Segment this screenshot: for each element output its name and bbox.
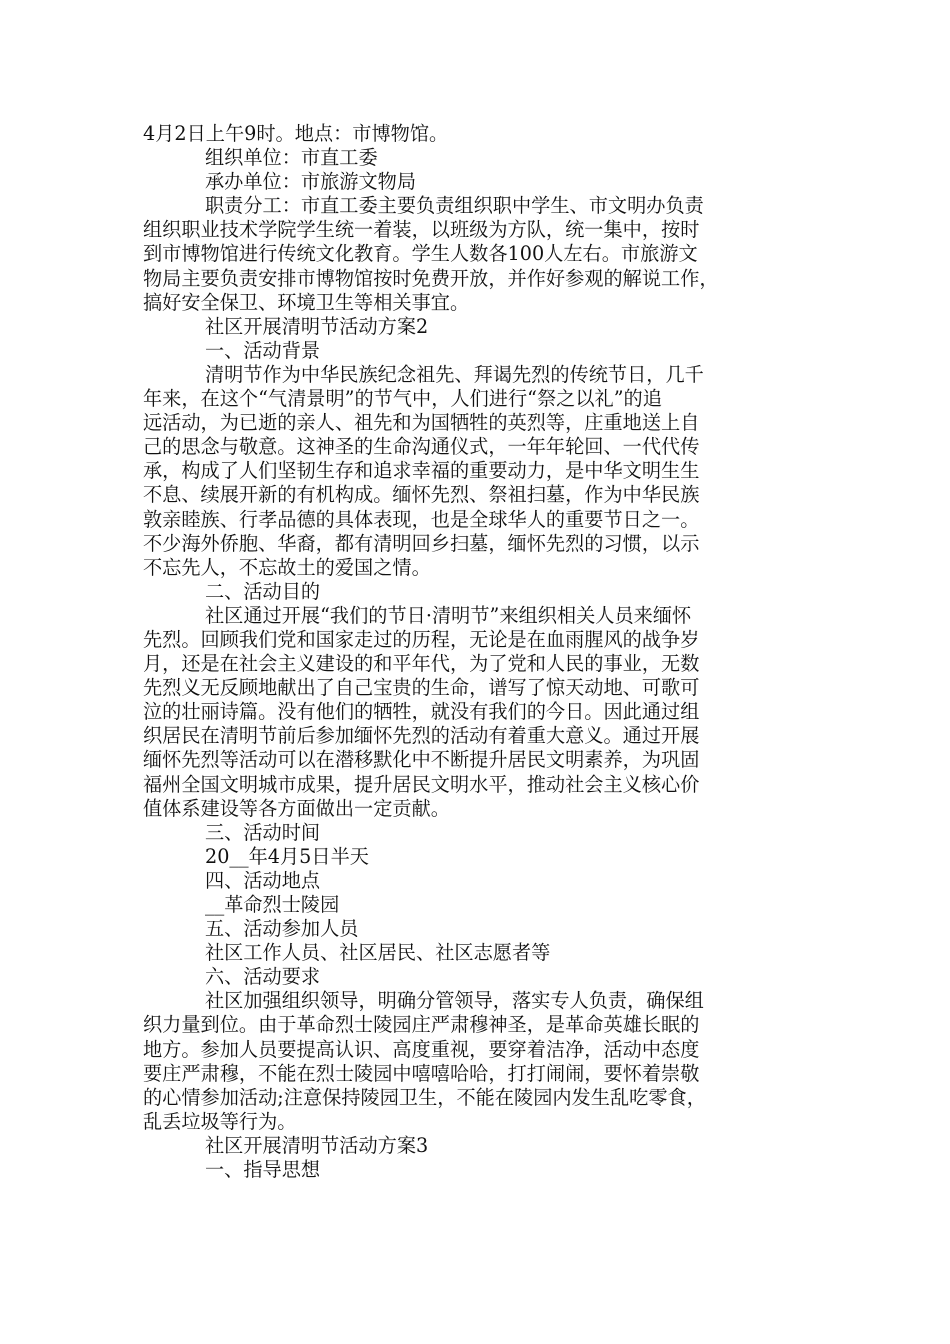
document-line: 织力量到位。由于革命烈士陵园庄严肃穆神圣，是革命英雄长眠的 — [143, 1013, 700, 1037]
document-line: 社区通过开展“我们的节日·清明节”来组织相关人员来缅怀 — [205, 603, 692, 627]
document-line: 到市博物馆进行传统文化教育。学生人数各100人左右。市旅游文 — [143, 242, 698, 266]
document-line: 社区开展清明节活动方案3 — [205, 1133, 429, 1157]
document-line: 不息、续展开新的有机构成。缅怀先烈、祭祖扫墓，作为中华民族 — [143, 483, 700, 507]
document-line: 搞好安全保卫、环境卫生等相关事宜。 — [143, 290, 470, 314]
document-line: 四、活动地点 — [205, 868, 321, 892]
document-line: 年来，在这个“气清景明”的节气中，人们进行“祭之以礼”的追 — [143, 387, 662, 411]
document-line: 社区工作人员、社区居民、社区志愿者等 — [205, 941, 551, 965]
document-line: 三、活动时间 — [205, 820, 321, 844]
document-line: 五、活动参加人员 — [205, 917, 359, 941]
document-line: 4月2日上午9时。地点：市博物馆。 — [143, 122, 449, 145]
document-line: 清明节作为中华民族纪念祖先、拜谒先烈的传统节日，几千 — [205, 362, 704, 386]
document-line: 先烈。回顾我们党和国家走过的历程，无论是在血雨腥风的战争岁 — [143, 627, 700, 651]
document-line: 承，构成了人们坚韧生存和追求幸福的重要动力，是中华文明生生 — [143, 459, 700, 483]
document-line: 20__年4月5日半天 — [205, 844, 369, 868]
document-line: 缅怀先烈等活动可以在潜移默化中不断提升居民文明素养，为巩固 — [143, 748, 700, 772]
document-line: 值体系建设等各方面做出一定贡献。 — [143, 796, 450, 820]
document-line: 乱丢垃圾等行为。 — [143, 1109, 297, 1133]
document-line: 的心情参加活动;注意保持陵园卫生，不能在陵园内发生乱吃零食， — [143, 1085, 706, 1109]
document-line: 组织职业技术学院学生统一着装，以班级为方队，统一集中，按时 — [143, 218, 700, 242]
document-line: 先烈义无反顾地献出了自己宝贵的生命，谱写了惊天动地、可歌可 — [143, 676, 700, 700]
document-line: 泣的壮丽诗篇。没有他们的牺牲，就没有我们的今日。因此通过组 — [143, 700, 700, 724]
document-line: 不少海外侨胞、华裔，都有清明回乡扫墓，缅怀先烈的习惯，以示 — [143, 531, 700, 555]
document-line: 一、指导思想 — [205, 1158, 321, 1182]
document-body — [143, 122, 823, 1182]
document-line: 织居民在清明节前后参加缅怀先烈的活动有着重大意义。通过开展 — [143, 724, 700, 748]
document-line: 社区加强组织领导，明确分管领导，落实专人负责，确保组 — [205, 989, 704, 1013]
document-line: 要庄严肃穆，不能在烈士陵园中嘻嘻哈哈，打打闹闹，要怀着崇敬 — [143, 1061, 700, 1085]
document-line: 职责分工：市直工委主要负责组织职中学生、市文明办负责 — [205, 194, 704, 218]
document-line: 六、活动要求 — [205, 965, 321, 989]
document-line: 二、活动目的 — [205, 579, 321, 603]
document-line: 物局主要负责安排市博物馆按时免费开放，并作好参观的解说工作， — [143, 266, 719, 290]
document-line: 社区开展清明节活动方案2 — [205, 314, 429, 338]
document-line: 敦亲睦族、行孝品德的具体表现，也是全球华人的重要节日之一。 — [143, 507, 700, 531]
document-line: 组织单位：市直工委 — [205, 146, 378, 170]
document-line: 一、活动背景 — [205, 338, 321, 362]
document-line: 不忘先人，不忘故土的爱国之情。 — [143, 555, 431, 579]
document-line: 地方。参加人员要提高认识、高度重视，要穿着洁净，活动中态度 — [143, 1037, 700, 1061]
document-line: 远活动，为已逝的亲人、祖先和为国牺牲的英烈等，庄重地送上自 — [143, 411, 700, 435]
document-line: 承办单位：市旅游文物局 — [205, 170, 417, 194]
document-line: 月，还是在社会主义建设的和平年代，为了党和人民的事业，无数 — [143, 652, 700, 676]
document-line: 福州全国文明城市成果，提升居民文明水平，推动社会主义核心价 — [143, 772, 700, 796]
document-line: 己的思念与敬意。这神圣的生命沟通仪式，一年年轮回、一代代传 — [143, 435, 700, 459]
document-line: __革命烈士陵园 — [205, 893, 340, 916]
